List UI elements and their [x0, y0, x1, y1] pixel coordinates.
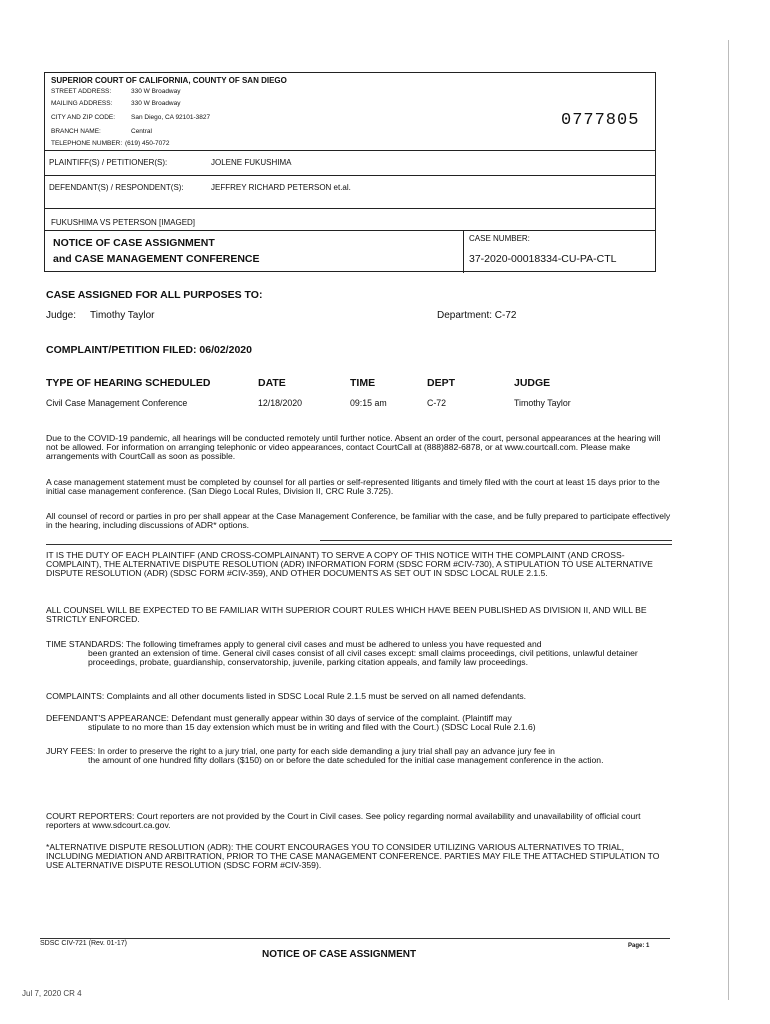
covid-paragraph: Due to the COVID-19 pandemic, all hearings will be conducted remotely until further notice. Absent an order of the court, personal appearances at the hearing will not be allowed. For information on arranging telephonic or video appearances, contact CourtCall at (888)882-6878, or at www.courtcall.com. Please make arrangements with CourtCall as soon as possible. [46, 433, 661, 461]
plaintiff-value: JOLENE FUKUSHIMA [211, 158, 292, 167]
jury-detail: the amount of one hundred fifty dollars ($150) on or before the date scheduled for the initial case management conference in the action. [88, 755, 604, 765]
hearing-judge: Timothy Taylor [514, 398, 571, 408]
street-value: 330 W Broadway [131, 88, 181, 95]
scan-edge-line [728, 40, 729, 1000]
phone-value: (619) 450-7072 [125, 140, 170, 147]
counsel-paragraph: All counsel of record or parties in pro per shall appear at the Case Management Conference, be familiar with the case, and be fully prepared to participate effectively in the hearing, including discussions of ADR* options. [46, 511, 671, 530]
divider [45, 175, 655, 176]
defendant-label: DEFENDANT(S) / RESPONDENT(S): [49, 183, 184, 192]
case-number: 37-2020-00018334-CU-PA-CTL [469, 253, 617, 265]
stamp-number: 0777805 [561, 111, 640, 130]
adr-paragraph: *ALTERNATIVE DISPUTE RESOLUTION (ADR): THE COURT ENCOURAGES YOU TO CONSIDER UTILIZING VARIOUS ALTERNATIVES TO TRIAL, INCLUDING MEDIATION AND ARBITRATION, PRIOR TO THE CASE MANAGEMENT CONFERENCE. PARTIES MAY FILE THE ATTACHED STIPULATION TO USE ALTERNATIVE DISPUTE RESOLUTION (SDSC FORM #CIV-359). [46, 842, 660, 870]
phone-label: TELEPHONE NUMBER: [51, 140, 123, 147]
hearing-header-dept: DEPT [427, 377, 456, 389]
branch-value: Central [131, 128, 152, 135]
branch-label: BRANCH NAME: [51, 128, 101, 135]
defendant-value: JEFFREY RICHARD PETERSON et.al. [211, 183, 351, 192]
divider [320, 540, 672, 541]
appearance-detail: stipulate to no more than 15 day extension which must be in writing and filed with the Court.) (SDSC Local Rule 2.1.6) [88, 722, 536, 732]
street-label: STREET ADDRESS: [51, 88, 112, 95]
department: Department: C-72 [437, 310, 517, 321]
hearing-type: Civil Case Management Conference [46, 398, 188, 408]
hearing-header-type: TYPE OF HEARING SCHEDULED [46, 377, 211, 389]
mailing-value: 330 W Broadway [131, 100, 181, 107]
footer-title: NOTICE OF CASE ASSIGNMENT [262, 949, 417, 960]
divider [463, 230, 464, 273]
caption-box [44, 72, 656, 272]
all-counsel-paragraph: ALL COUNSEL WILL BE EXPECTED TO BE FAMILIAR WITH SUPERIOR COURT RULES WHICH HAVE BEEN PUBLISHED AS DIVISION II, AND WILL BE STRICTLY ENFORCED. [46, 605, 647, 624]
scan-stamp: Jul 7, 2020 CR 4 [22, 989, 82, 998]
short-title: FUKUSHIMA VS PETERSON [IMAGED] [51, 218, 196, 227]
footer-divider [40, 938, 670, 939]
mailing-label: MAILING ADDRESS: [51, 100, 113, 107]
divider [45, 150, 655, 151]
notice-title-2: and CASE MANAGEMENT CONFERENCE [53, 253, 260, 265]
hearing-header-date: DATE [258, 377, 286, 389]
divider [45, 230, 655, 231]
judge-label: Judge: [46, 310, 77, 321]
case-number-label: CASE NUMBER: [469, 234, 530, 243]
complaints-paragraph: COMPLAINTS: Complaints and all other documents listed in SDSC Local Rule 2.1.5 must be served on all named defendants. [46, 691, 527, 701]
statement-paragraph: A case management statement must be completed by counsel for all parties or self-represented litigants and timely filed with the court at least 15 days prior to the initial case management conference. (San Diego Local Rules, Division II, CRC Rule 3.725). [46, 477, 660, 496]
reporters-paragraph: COURT REPORTERS: Court reporters are not provided by the Court in Civil cases. See policy regarding normal availability and unavailability of official court reporters at www.sdcourt.ca.gov. [46, 811, 641, 830]
hearing-dept: C-72 [427, 398, 447, 408]
hearing-header-time: TIME [350, 377, 376, 389]
appearance-line: DEFENDANT'S APPEARANCE: Defendant must generally appear within 30 days of service of the complaint. (Plaintiff may [46, 713, 512, 723]
notice-title-1: NOTICE OF CASE ASSIGNMENT [53, 237, 215, 249]
assigned-heading: CASE ASSIGNED FOR ALL PURPOSES TO: [46, 289, 263, 301]
hearing-date: 12/18/2020 [258, 398, 303, 408]
plaintiff-label: PLAINTIFF(S) / PETITIONER(S): [49, 158, 168, 167]
judge-name: Timothy Taylor [90, 310, 155, 321]
page-number: Page: 1 [628, 943, 650, 949]
divider [45, 208, 655, 209]
city-value: San Diego, CA 92101-3827 [131, 114, 211, 121]
form-id: SDSC CIV-721 (Rev. 01-17) [40, 940, 128, 947]
divider [46, 544, 672, 545]
city-label: CITY AND ZIP CODE: [51, 114, 116, 121]
time-standards-detail: been granted an extension of time. General civil cases consist of all civil cases except: small claims proceedings, civil petitions, unlawful detainer proceedings, probate, guardianship, conservatorship, juvenile, parking citation appeals, and family law proceedings. [88, 648, 638, 667]
court-name: SUPERIOR COURT OF CALIFORNIA, COUNTY OF SAN DIEGO [51, 76, 287, 85]
hearing-header-judge: JUDGE [514, 377, 551, 389]
jury-line: JURY FEES: In order to preserve the right to a jury trial, one party for each side demanding a jury trial shall pay an advance jury fee in [46, 746, 555, 756]
complaint-filed: COMPLAINT/PETITION FILED: 06/02/2020 [46, 344, 252, 356]
time-standards-line: TIME STANDARDS: The following timeframes apply to general civil cases and must be adhered to unless you have requested and [46, 639, 542, 649]
hearing-time: 09:15 am [350, 398, 387, 408]
duty-paragraph: IT IS THE DUTY OF EACH PLAINTIFF (AND CROSS-COMPLAINANT) TO SERVE A COPY OF THIS NOTICE WITH THE COMPLAINT (AND CROSS-COMPLAINT), THE ALTERNATIVE DISPUTE RESOLUTION (ADR) INFORMATION FORM (SDSC FORM #CIV-730), A STIPULATION TO USE ALTERNATIVE DISPUTE RESOLUTION (ADR) (SDSC FORM #CIV-359), AND OTHER DOCUMENTS AS SET OUT IN SDSC LOCAL RULE 2.1.5. [46, 550, 653, 578]
